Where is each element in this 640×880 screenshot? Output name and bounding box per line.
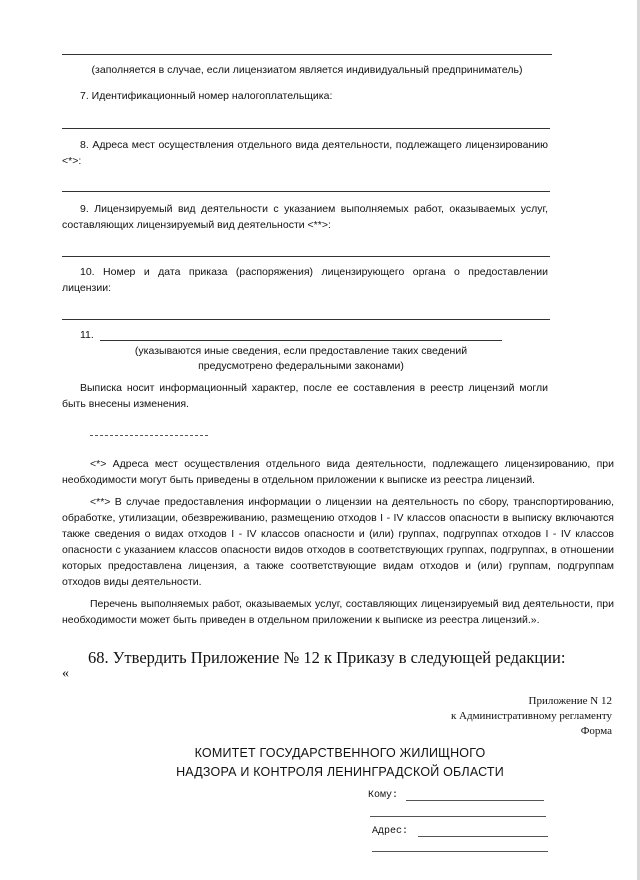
to-field-line-2[interactable] (370, 816, 546, 817)
top-rule (62, 54, 552, 55)
committee-line-1: КОМИТЕТ ГОСУДАРСТВЕННОГО ЖИЛИЩНОГО (194, 746, 486, 760)
item-9: 9. Лицензируемый вид деятельности с указанием выполняемых работ, оказываемых услуг, составляющих лицензируемый вид деятельности <**>: (62, 203, 548, 231)
closing-paragraph: Перечень выполняемых работ, оказываемых услуг, составляющих лицензируемый вид деятельности, при необходимости может быть приведен в отдельном приложении к выписке из реестра лицензий.». (62, 598, 614, 626)
item-10-rule (62, 319, 550, 320)
footnote-1: <*> Адреса мест осуществления отдельного вида деятельности, подлежащего лицензированию, при необходимости могут быть приведены в отдельном приложении к выписке из реестра лицензий. (62, 458, 614, 486)
item-11-rule (100, 340, 502, 341)
open-quote: « (62, 666, 69, 681)
appendix-line-3: Форма (580, 725, 612, 737)
address-label: Адрес: (372, 826, 409, 837)
item-10: 10. Номер и дата приказа (распоряжения) лицензирующего органа о предоставлении лицензии: (62, 266, 548, 294)
top-note: (заполняется в случае, если лицензиатом является индивидуальный предприниматель) (91, 64, 523, 76)
extract-note: Выписка носит информационный характер, после ее составления в реестр лицензий могли быть внесены изменения. (62, 382, 548, 410)
footnote-divider (90, 435, 208, 436)
item-8: 8. Адреса мест осуществления отдельного вида деятельности, подлежащего лицензированию <*>: (62, 139, 548, 167)
address-field-line-2[interactable] (372, 851, 548, 852)
committee-line-2: НАДЗОРА И КОНТРОЛЯ ЛЕНИНГРАДСКОЙ ОБЛАСТИ (176, 765, 504, 779)
item-7-rule (62, 128, 550, 129)
item-11-note-line1: (указываются иные сведения, если предоставление таких сведений (134, 345, 468, 357)
to-label: Кому: (368, 790, 399, 801)
address-field-line[interactable] (418, 836, 548, 837)
item-8-rule (62, 191, 550, 192)
item-7: 7. Идентификационный номер налогоплательщика: (80, 90, 333, 102)
item-11-note-line2: предусмотрено федеральными законами) (198, 360, 404, 372)
appendix-line-2: к Административному регламенту (450, 710, 612, 722)
item-11-label: 11. (80, 329, 94, 341)
footnote-divider-text (90, 427, 101, 428)
appendix-line-1: Приложение N 12 (528, 695, 612, 707)
item-9-rule (62, 256, 550, 257)
footnote-2: <**> В случае предоставления информации о лицензии на деятельность по сбору, транспортированию, обработке, утилизации, обезвреживанию, размещению отходов I - IV классов опасности в выписку включаются также сведения о видах отходов I - IV классов опасности и (или) группах, подгруппах отходов I - IV классов опасности с указанием классов опасности видов отходов в соответствующих группах, подгруппах, в отношении которых предоставлена лицензия, а также соответствующие видам отходов и (или) группам, подгруппам отходов виды деятельности. (62, 496, 614, 588)
to-field-line[interactable] (406, 800, 544, 801)
item-68: 68. Утвердить Приложение № 12 к Приказу в следующей редакции: (88, 648, 566, 667)
